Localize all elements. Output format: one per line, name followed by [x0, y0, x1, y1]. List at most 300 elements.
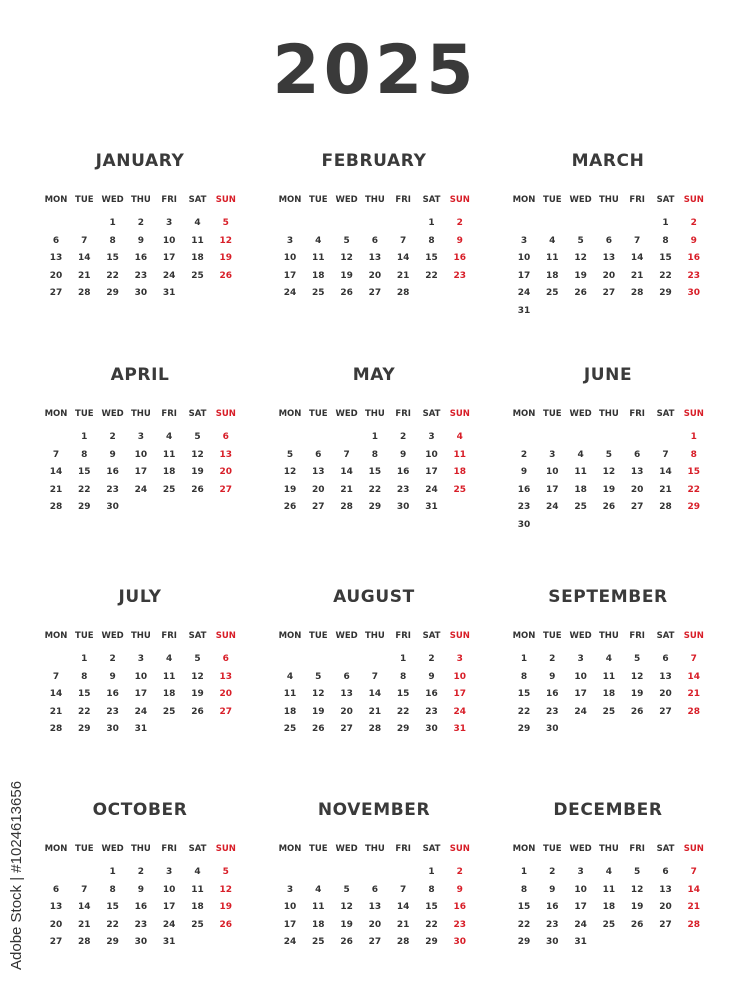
weekday-header: FRI: [395, 409, 411, 419]
day-cell: 13: [340, 689, 353, 700]
day-cell: 17: [453, 689, 467, 700]
day-cell: 16: [106, 689, 119, 700]
weekday-header: MON: [512, 844, 536, 854]
day-cell: 10: [134, 449, 148, 460]
day-cell: 30: [517, 520, 531, 530]
day-cell: 14: [396, 902, 410, 913]
weekday-header: TUE: [543, 409, 562, 419]
weekday-header: FRI: [395, 195, 411, 205]
day-cell: 18: [602, 902, 616, 913]
day-cell: 11: [546, 253, 559, 264]
day-cell: 7: [52, 671, 60, 682]
day-cell: 14: [49, 467, 63, 478]
year-title: 2025: [272, 31, 478, 110]
day-cell: 3: [520, 235, 528, 246]
day-cell: 3: [137, 432, 145, 442]
day-cell: 27: [659, 706, 672, 717]
day-cell: 16: [453, 253, 467, 264]
day-cell: 8: [81, 449, 88, 460]
day-cell: 7: [81, 884, 88, 895]
day-cell: 15: [78, 467, 91, 478]
day-cell: 11: [162, 449, 176, 460]
day-cell: 9: [109, 671, 116, 682]
day-cell: 17: [283, 919, 297, 930]
day-cell: 18: [312, 270, 325, 281]
day-cell: 12: [340, 902, 353, 913]
day-cell: 4: [286, 671, 294, 682]
day-cell: 24: [425, 484, 438, 495]
day-cell: 23: [425, 706, 438, 717]
day-cell: 26: [312, 724, 325, 735]
weekday-header: WED: [569, 195, 592, 205]
day-cell: 24: [574, 919, 587, 930]
weekday-header: MON: [278, 844, 302, 854]
day-cell: 14: [630, 253, 644, 264]
weekday-header: THU: [598, 844, 619, 854]
day-cell: 6: [662, 867, 669, 877]
day-cell: 1: [81, 654, 88, 664]
day-cell: 26: [340, 937, 353, 948]
weekday-header: SUN: [449, 409, 470, 419]
weekday-header: TUE: [543, 844, 562, 854]
day-cell: 31: [162, 937, 176, 948]
day-cell: 4: [166, 432, 173, 442]
day-cell: 2: [109, 432, 116, 442]
day-cell: 3: [166, 867, 173, 877]
day-cell: 15: [659, 253, 672, 264]
day-cell: 3: [577, 654, 584, 664]
weekday-header: WED: [101, 631, 124, 641]
day-cell: 26: [630, 706, 644, 717]
day-cell: 13: [368, 902, 382, 913]
day-cell: 2: [456, 867, 463, 877]
day-cell: 8: [109, 235, 116, 246]
day-cell: 4: [315, 235, 322, 246]
weekday-header: SUN: [215, 844, 236, 854]
day-cell: 18: [191, 902, 204, 913]
weekday-header: TUE: [309, 844, 328, 854]
day-cell: 22: [425, 270, 438, 281]
day-cell: 17: [162, 902, 176, 913]
day-cell: 29: [517, 937, 531, 948]
day-cell: 19: [574, 270, 587, 281]
weekday-header: SUN: [215, 409, 236, 419]
day-cell: 2: [690, 218, 697, 228]
day-cell: 19: [283, 484, 297, 495]
day-cell: 1: [109, 867, 116, 877]
day-cell: 22: [687, 484, 701, 495]
day-cell: 31: [134, 724, 148, 735]
day-cell: 6: [662, 654, 669, 664]
day-cell: 22: [396, 706, 410, 717]
day-cell: 22: [78, 706, 91, 717]
day-cell: 26: [283, 502, 297, 513]
day-cell: 21: [368, 706, 382, 717]
day-cell: 8: [428, 235, 435, 246]
day-cell: 21: [659, 484, 672, 495]
day-cell: 4: [605, 654, 613, 664]
day-cell: 22: [368, 484, 382, 495]
day-cell: 2: [549, 654, 556, 664]
day-cell: 30: [134, 937, 148, 948]
day-cell: 8: [109, 884, 116, 895]
day-cell: 8: [400, 671, 407, 682]
day-cell: 30: [106, 502, 119, 513]
day-cell: 16: [546, 689, 559, 700]
day-cell: 3: [456, 654, 463, 664]
day-cell: 24: [162, 919, 176, 930]
day-cell: 8: [520, 671, 528, 682]
day-cell: 22: [517, 919, 531, 930]
day-cell: 23: [546, 706, 559, 717]
day-cell: 7: [634, 235, 641, 246]
weekday-header: SAT: [188, 409, 207, 419]
day-cell: 2: [400, 432, 407, 442]
day-cell: 13: [368, 253, 382, 264]
weekday-header: SUN: [449, 844, 470, 854]
day-cell: 9: [520, 467, 528, 478]
day-cell: 11: [283, 689, 297, 700]
day-cell: 29: [425, 937, 438, 948]
weekday-header: FRI: [161, 195, 177, 205]
day-cell: 6: [222, 432, 229, 442]
day-cell: 21: [340, 484, 353, 495]
day-cell: 25: [283, 724, 297, 735]
day-cell: 17: [425, 467, 438, 478]
day-cell: 10: [517, 253, 531, 264]
day-cell: 18: [191, 253, 204, 264]
day-cell: 3: [166, 218, 173, 228]
month-name: APRIL: [110, 365, 170, 385]
day-cell: 19: [219, 253, 233, 264]
weekday-header: WED: [335, 844, 358, 854]
weekday-header: THU: [130, 409, 151, 419]
day-cell: 25: [602, 919, 616, 930]
day-cell: 27: [659, 919, 672, 930]
day-cell: 16: [106, 467, 119, 478]
day-cell: 25: [546, 288, 559, 299]
day-cell: 12: [574, 253, 587, 264]
stock-watermark: Adobe Stock | #1024613656: [8, 780, 25, 970]
weekday-header: MON: [278, 195, 302, 205]
month-name: FEBRUARY: [321, 151, 427, 171]
weekday-header: WED: [569, 844, 592, 854]
day-cell: 29: [659, 288, 672, 299]
day-cell: 21: [396, 270, 410, 281]
weekday-header: WED: [101, 409, 124, 419]
day-cell: 10: [162, 235, 176, 246]
day-cell: 24: [134, 706, 148, 717]
day-cell: 7: [662, 449, 669, 460]
day-cell: 21: [49, 706, 63, 717]
weekday-header: MON: [278, 409, 302, 419]
day-cell: 6: [315, 449, 322, 460]
day-cell: 10: [546, 467, 559, 478]
day-cell: 18: [602, 689, 616, 700]
day-cell: 28: [687, 919, 701, 930]
day-cell: 31: [425, 502, 438, 513]
day-cell: 31: [517, 306, 531, 316]
day-cell: 11: [602, 884, 616, 895]
weekday-header: MON: [44, 631, 68, 641]
day-cell: 18: [162, 467, 176, 478]
day-cell: 28: [630, 288, 644, 299]
day-cell: 20: [219, 467, 233, 478]
day-cell: 10: [574, 671, 587, 682]
day-cell: 9: [456, 884, 463, 895]
day-cell: 27: [219, 706, 233, 717]
day-cell: 2: [456, 218, 463, 228]
day-cell: 28: [396, 937, 410, 948]
day-cell: 23: [517, 502, 531, 513]
day-cell: 2: [520, 449, 528, 460]
day-cell: 31: [453, 724, 467, 735]
month-name: DECEMBER: [553, 800, 663, 820]
day-cell: 19: [602, 484, 616, 495]
day-cell: 26: [219, 270, 233, 281]
day-cell: 16: [134, 902, 148, 913]
day-cell: 4: [315, 884, 322, 895]
day-cell: 20: [602, 270, 616, 281]
month-name: NOVEMBER: [317, 800, 431, 820]
day-cell: 14: [49, 689, 63, 700]
day-cell: 14: [687, 671, 701, 682]
day-cell: 29: [106, 937, 119, 948]
day-cell: 7: [371, 671, 379, 682]
day-cell: 9: [428, 671, 435, 682]
day-cell: 22: [78, 484, 91, 495]
day-cell: 9: [137, 884, 145, 895]
day-cell: 16: [396, 467, 410, 478]
day-cell: 3: [549, 449, 556, 460]
weekday-header: SAT: [422, 409, 441, 419]
day-cell: 26: [574, 288, 587, 299]
day-cell: 1: [400, 654, 407, 664]
day-cell: 4: [577, 449, 584, 460]
day-cell: 26: [340, 288, 353, 299]
day-cell: 15: [687, 467, 701, 478]
weekday-header: SUN: [683, 631, 704, 641]
day-cell: 5: [194, 432, 201, 442]
day-cell: 27: [312, 502, 325, 513]
day-cell: 9: [549, 884, 556, 895]
day-cell: 28: [340, 502, 353, 513]
month-name: SEPTEMBER: [548, 587, 668, 607]
day-cell: 16: [687, 253, 701, 264]
weekday-header: FRI: [161, 631, 177, 641]
day-cell: 1: [520, 654, 528, 664]
day-cell: 17: [134, 689, 148, 700]
weekday-header: THU: [364, 844, 385, 854]
day-cell: 24: [574, 706, 587, 717]
day-cell: 15: [517, 689, 531, 700]
day-cell: 23: [453, 270, 467, 281]
day-cell: 14: [340, 467, 353, 478]
day-cell: 20: [219, 689, 233, 700]
day-cell: 12: [219, 235, 233, 246]
day-cell: 14: [368, 689, 382, 700]
day-cell: 14: [78, 253, 91, 264]
day-cell: 3: [577, 867, 584, 877]
day-cell: 1: [520, 867, 528, 877]
day-cell: 6: [371, 884, 379, 895]
day-cell: 28: [49, 502, 63, 513]
weekday-header: WED: [335, 409, 358, 419]
weekday-header: TUE: [309, 409, 328, 419]
day-cell: 19: [630, 902, 644, 913]
day-cell: 22: [659, 270, 672, 281]
day-cell: 5: [286, 449, 294, 460]
weekday-header: TUE: [543, 195, 562, 205]
day-cell: 8: [81, 671, 88, 682]
day-cell: 13: [312, 467, 325, 478]
weekday-header: MON: [512, 631, 536, 641]
day-cell: 8: [690, 449, 697, 460]
day-cell: 17: [574, 689, 587, 700]
weekday-header: SAT: [422, 631, 441, 641]
weekday-header: FRI: [395, 631, 411, 641]
day-cell: 20: [49, 270, 63, 281]
day-cell: 30: [687, 288, 701, 299]
day-cell: 4: [549, 235, 556, 246]
day-cell: 8: [428, 884, 435, 895]
day-cell: 22: [517, 706, 531, 717]
day-cell: 2: [428, 654, 435, 664]
day-cell: 28: [396, 288, 410, 299]
day-cell: 30: [134, 288, 148, 299]
day-cell: 29: [78, 502, 91, 513]
weekday-header: FRI: [629, 409, 645, 419]
day-cell: 23: [453, 919, 467, 930]
weekday-header: WED: [101, 844, 124, 854]
day-cell: 17: [283, 270, 297, 281]
weekday-header: TUE: [75, 409, 94, 419]
day-cell: 25: [453, 484, 467, 495]
day-cell: 28: [659, 502, 672, 513]
day-cell: 7: [690, 867, 697, 877]
day-cell: 6: [634, 449, 641, 460]
day-cell: 7: [400, 884, 407, 895]
weekday-header: SUN: [683, 844, 704, 854]
day-cell: 23: [106, 706, 119, 717]
day-cell: 13: [630, 467, 644, 478]
day-cell: 30: [425, 724, 438, 735]
day-cell: 29: [687, 502, 701, 513]
day-cell: 2: [137, 218, 145, 228]
day-cell: 30: [453, 937, 467, 948]
day-cell: 10: [453, 671, 467, 682]
day-cell: 7: [690, 654, 697, 664]
weekday-header: TUE: [309, 631, 328, 641]
day-cell: 12: [191, 671, 204, 682]
day-cell: 20: [659, 902, 672, 913]
weekday-header: FRI: [161, 844, 177, 854]
day-cell: 29: [78, 724, 91, 735]
weekday-header: THU: [598, 195, 619, 205]
day-cell: 9: [549, 671, 556, 682]
day-cell: 25: [162, 706, 176, 717]
day-cell: 24: [453, 706, 467, 717]
day-cell: 22: [106, 919, 119, 930]
weekday-header: MON: [512, 409, 536, 419]
day-cell: 5: [222, 867, 229, 877]
day-cell: 23: [106, 484, 119, 495]
day-cell: 16: [425, 689, 438, 700]
weekday-header: THU: [130, 844, 151, 854]
weekday-header: MON: [512, 195, 536, 205]
day-cell: 27: [630, 502, 644, 513]
weekday-header: SUN: [449, 631, 470, 641]
day-cell: 13: [219, 671, 233, 682]
day-cell: 2: [137, 867, 145, 877]
day-cell: 3: [286, 235, 294, 246]
day-cell: 14: [687, 884, 701, 895]
day-cell: 15: [106, 902, 119, 913]
day-cell: 21: [78, 919, 91, 930]
day-cell: 21: [78, 270, 91, 281]
weekday-header: SAT: [656, 631, 675, 641]
day-cell: 16: [134, 253, 148, 264]
day-cell: 11: [191, 884, 204, 895]
day-cell: 25: [162, 484, 176, 495]
weekday-header: WED: [569, 409, 592, 419]
weekday-header: SAT: [422, 844, 441, 854]
day-cell: 27: [49, 937, 63, 948]
day-cell: 18: [546, 270, 559, 281]
weekday-header: WED: [335, 631, 358, 641]
day-cell: 20: [49, 919, 63, 930]
day-cell: 15: [425, 902, 438, 913]
day-cell: 11: [574, 467, 587, 478]
day-cell: 28: [78, 937, 91, 948]
month-name: MARCH: [571, 151, 645, 171]
day-cell: 6: [371, 235, 379, 246]
day-cell: 17: [546, 484, 559, 495]
day-cell: 17: [134, 467, 148, 478]
day-cell: 1: [690, 432, 697, 442]
day-cell: 10: [283, 253, 297, 264]
day-cell: 7: [81, 235, 88, 246]
day-cell: 25: [312, 288, 325, 299]
day-cell: 18: [312, 919, 325, 930]
day-cell: 20: [368, 270, 382, 281]
weekday-header: MON: [44, 195, 68, 205]
day-cell: 16: [546, 902, 559, 913]
day-cell: 22: [106, 270, 119, 281]
day-cell: 19: [340, 270, 353, 281]
day-cell: 1: [109, 218, 116, 228]
day-cell: 13: [49, 902, 63, 913]
day-cell: 27: [340, 724, 353, 735]
day-cell: 1: [662, 218, 669, 228]
day-cell: 10: [574, 884, 587, 895]
day-cell: 11: [602, 671, 616, 682]
day-cell: 12: [602, 467, 616, 478]
day-cell: 6: [52, 884, 60, 895]
day-cell: 24: [546, 502, 559, 513]
day-cell: 21: [630, 270, 644, 281]
weekday-header: THU: [364, 409, 385, 419]
day-cell: 28: [49, 724, 63, 735]
day-cell: 18: [283, 706, 297, 717]
day-cell: 1: [81, 432, 88, 442]
day-cell: 28: [368, 724, 382, 735]
day-cell: 19: [219, 902, 233, 913]
day-cell: 9: [400, 449, 407, 460]
day-cell: 1: [371, 432, 379, 442]
day-cell: 20: [368, 919, 382, 930]
day-cell: 20: [630, 484, 644, 495]
